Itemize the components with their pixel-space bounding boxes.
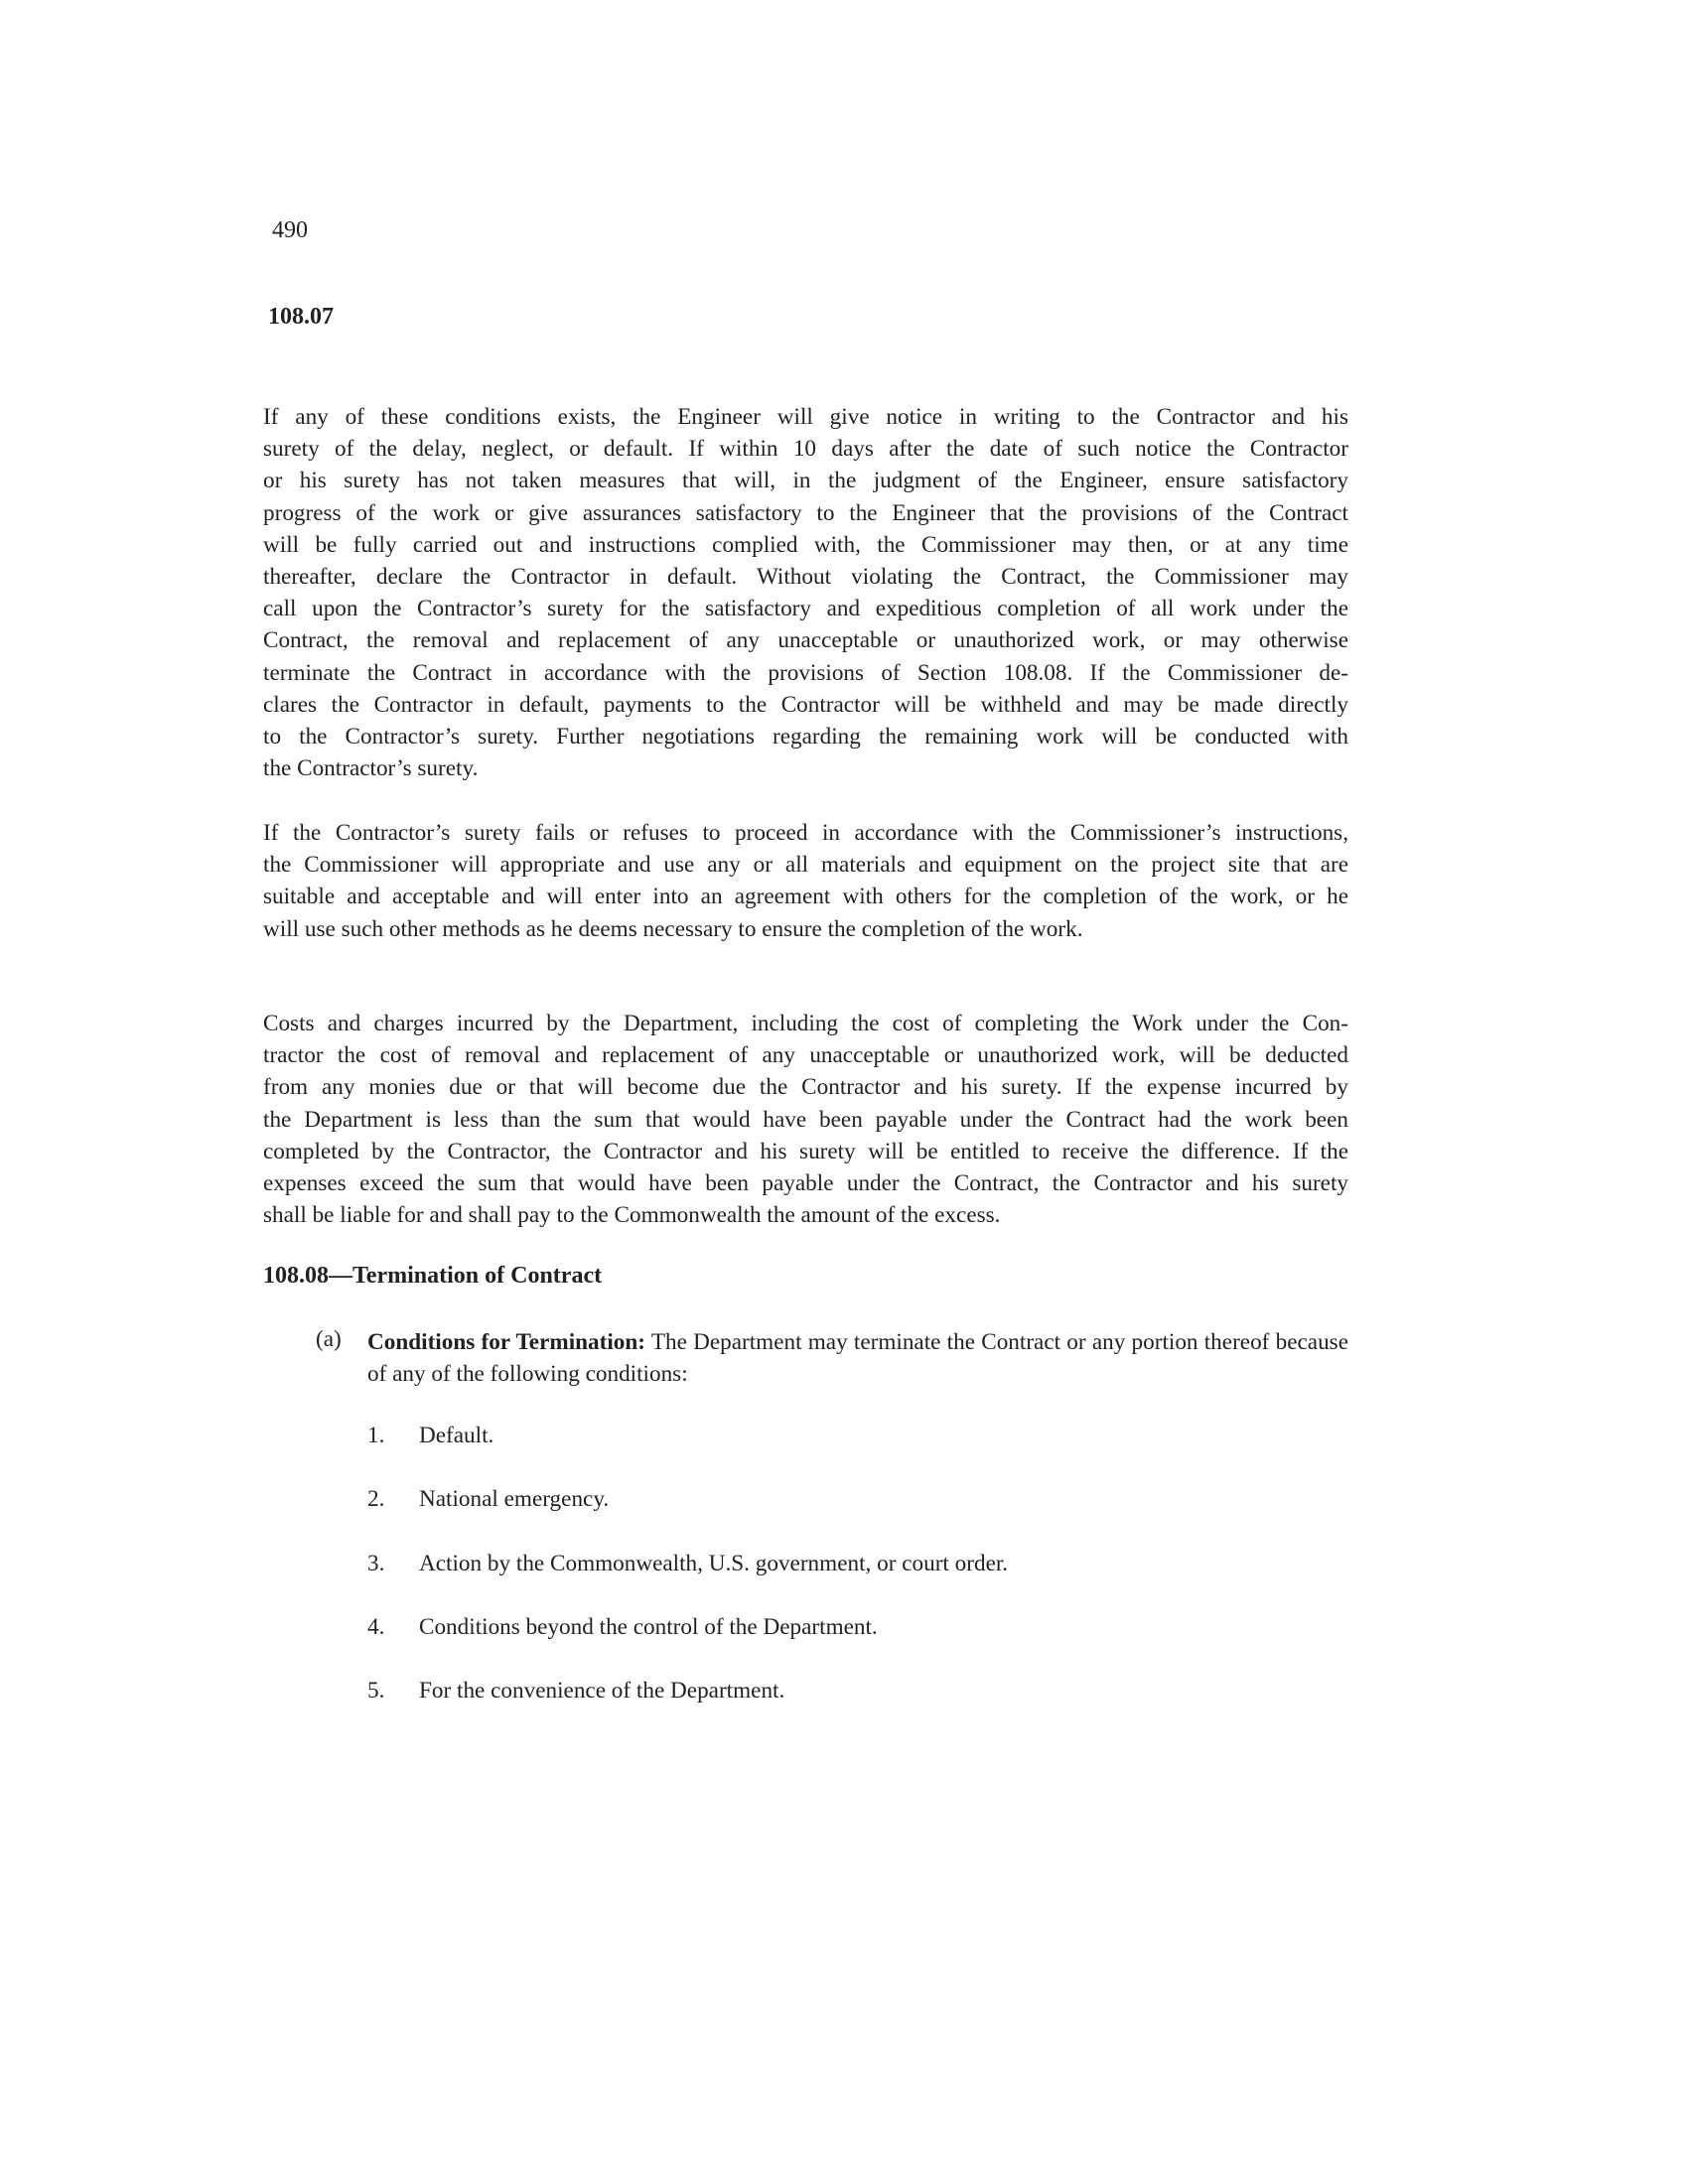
subsection-title: Conditions for Termination: <box>367 1329 646 1355</box>
text-line: the Commissioner will appropriate and use any or all materials and equipment on the project site that are <box>263 852 1348 879</box>
text-line: thereafter, declare the Contractor in default. Without violating the Contract, the Commissioner may <box>263 563 1348 590</box>
text-line: clares the Contractor in default, payments to the Contractor will be withheld and may be made directly <box>263 691 1348 718</box>
text-line: suitable and acceptable and will enter into an agreement with others for the completion of the work, or he <box>263 884 1348 910</box>
text-line: the Department is less than the sum that would have been payable under the Contract had the work been <box>263 1106 1348 1133</box>
text-line: or his surety has not taken measures that will, in the judgment of the Engineer, ensure satisfactory <box>263 468 1348 494</box>
list-item-number: 5. <box>367 1678 385 1704</box>
paragraph-surety-failure <box>263 817 1348 945</box>
list-item-number: 2. <box>367 1486 385 1512</box>
text-line: completed by the Contractor, the Contractor and his surety will be entitled to receive the difference. If the <box>263 1138 1348 1164</box>
list-item: For the convenience of the Department. <box>419 1678 785 1704</box>
text-line: from any monies due or that will become due the Contractor and his surety. If the expense incurred by <box>263 1074 1348 1101</box>
section-heading: 108.08—Termination of Contract <box>263 1263 603 1289</box>
list-item: National emergency. <box>419 1486 610 1512</box>
text-line: If the Contractor’s surety fails or refuses to proceed in accordance with the Commissioner’s instructions, <box>263 820 1348 846</box>
text-line: shall be liable for and shall pay to the Commonwealth the amount of the excess. <box>263 1202 1001 1229</box>
text-line: call upon the Contractor’s surety for the satisfactory and expeditious completion of all work under the <box>263 596 1348 622</box>
text-line: will be fully carried out and instructions complied with, the Commissioner may then, or at any time <box>263 531 1348 558</box>
list-item-number: 4. <box>367 1614 385 1640</box>
list-item: Default. <box>419 1423 494 1448</box>
paragraph-costs-and-charges <box>263 1008 1348 1231</box>
list-item: Conditions beyond the control of the Department. <box>419 1614 878 1640</box>
text-line: expenses exceed the sum that would have been payable under the Contract, the Contractor and his surety <box>263 1169 1348 1196</box>
text-line: Costs and charges incurred by the Department, including the cost of completing the Work under the Con- <box>263 1011 1348 1036</box>
subsection-body: The Department may terminate the Contract or any portion thereof because of any of the following conditions: <box>367 1329 1348 1388</box>
text-line: If any of these conditions exists, the Engineer will give notice in writing to the Contractor and his <box>263 404 1348 430</box>
text-line: to the Contractor’s surety. Further negotiations regarding the remaining work will be conducted with <box>263 723 1348 750</box>
page-number: 490 <box>272 217 308 243</box>
list-item: Action by the Commonwealth, U.S. government, or court order. <box>419 1551 1009 1576</box>
text-line: surety of the delay, neglect, or default. If within 10 days after the date of such notice the Contractor <box>263 436 1348 463</box>
text-line: Contract, the removal and replacement of any unacceptable or unauthorized work, or may otherwise <box>263 627 1348 654</box>
list-item-number: 1. <box>367 1423 385 1448</box>
subsection-label: (a) <box>316 1326 342 1352</box>
paragraph-default-notice <box>263 401 1348 784</box>
text-line: tractor the cost of removal and replacement of any unacceptable or unauthorized work, will be deducted <box>263 1042 1348 1069</box>
list-item-number: 3. <box>367 1551 385 1576</box>
text-line: progress of the work or give assurances satisfactory to the Engineer that the provisions of the Contract <box>263 499 1348 526</box>
subsection-text <box>367 1326 1348 1390</box>
text-line: will use such other methods as he deems necessary to ensure the completion of the work. <box>263 915 1083 942</box>
section-ref-header: 108.07 <box>268 304 334 330</box>
text-line: terminate the Contract in accordance with the provisions of Section 108.08. If the Commissioner de- <box>263 659 1348 686</box>
text-line: the Contractor’s surety. <box>263 755 479 782</box>
